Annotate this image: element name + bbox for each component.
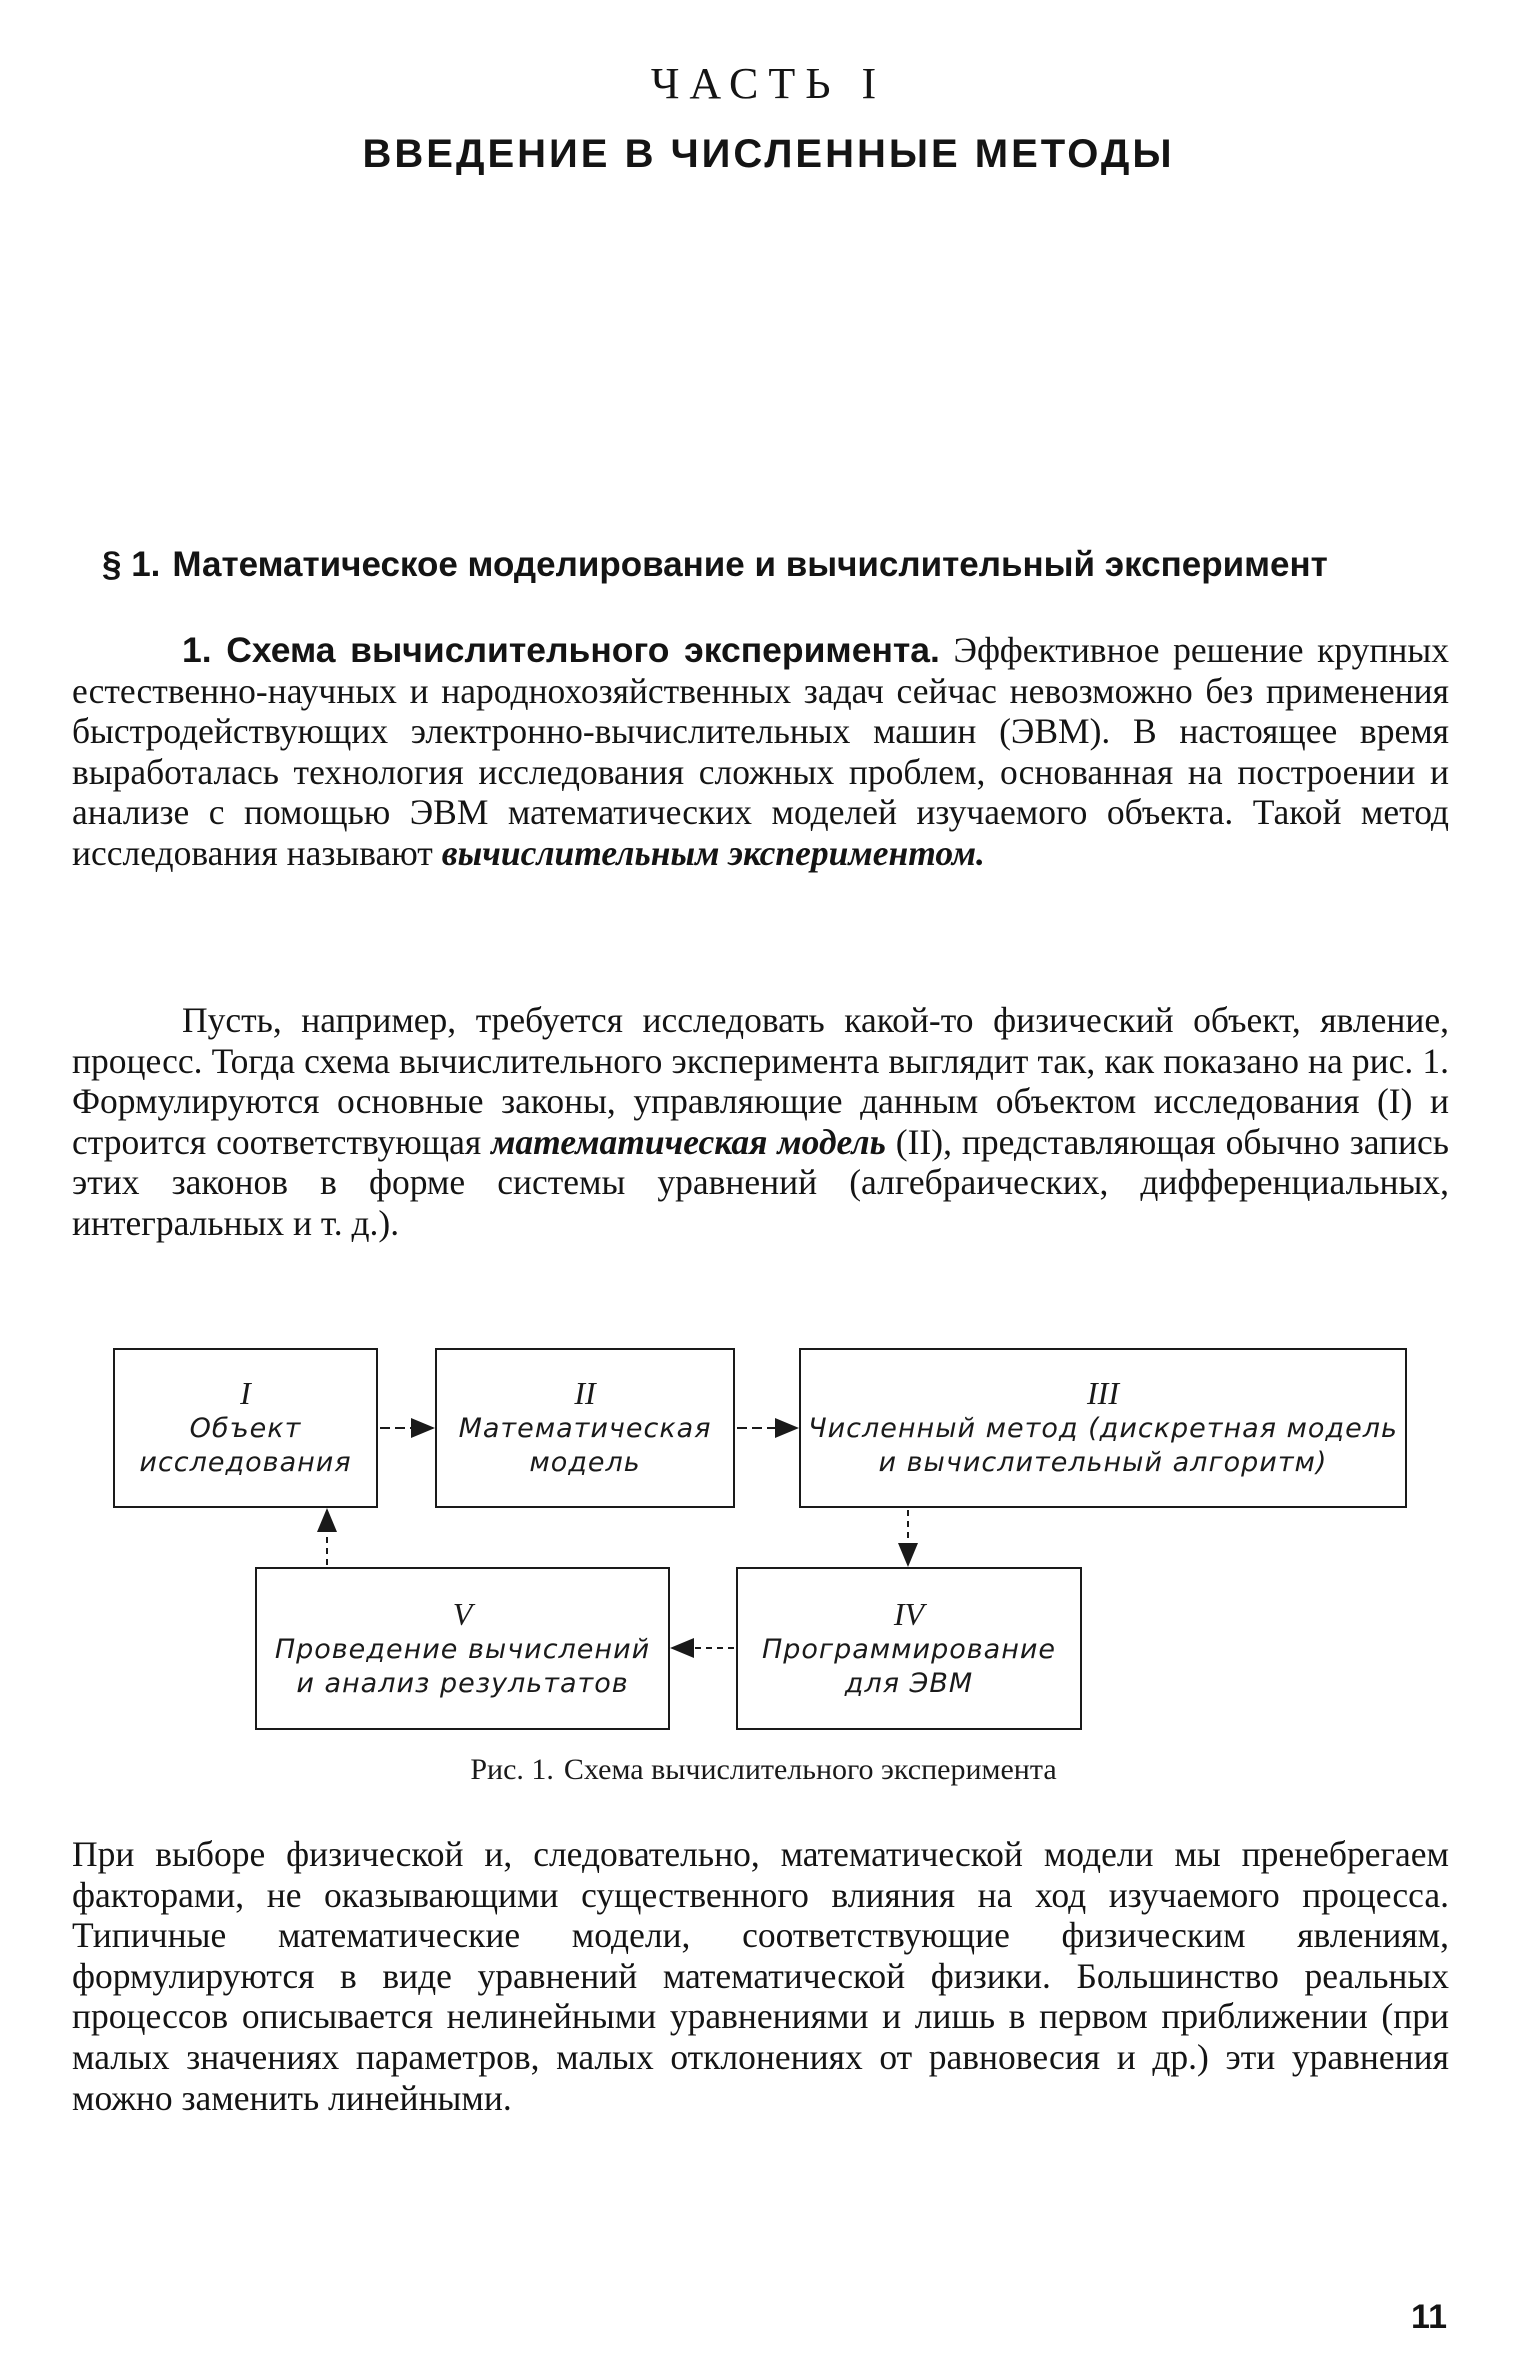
paragraph-2-text-a: Пусть, например, требуется исследовать какой-то физический объект, явление, процесс. Тогда схема вычислительного эксперимента выглядит так, как показано на рис. 1. Формулируются основные законы, управляющие данным объектом исследования (I) и строится соответствующая	[72, 1000, 1449, 1162]
paragraph-2	[72, 1000, 1449, 1244]
paragraph-3	[72, 1834, 1449, 2118]
box-II-line-2: модель	[529, 1447, 641, 1478]
box-IV-line-2: для ЭВМ	[844, 1667, 974, 1699]
figure-caption	[0, 1753, 1537, 1787]
box-I-line-2: исследования	[139, 1447, 352, 1478]
diagram-box-I	[113, 1348, 378, 1508]
section-title: Математическое моделирование и вычислительный эксперимент	[172, 545, 1328, 584]
diagram-box-II	[435, 1348, 735, 1508]
box-II-numeral: II	[574, 1375, 596, 1411]
box-III-line-2: и вычислительный алгоритм)	[878, 1447, 1328, 1478]
box-I-line-1: Объект	[189, 1413, 302, 1444]
paragraph-1-text: Эффективное решение крупных естественно-научных и народнохозяйственных задач сейчас невозможно без применения быстродействующих электронно-вычислительных машин (ЭВМ). В настоящее время выработалась технология исследования сложных проблем, основанная на построении и анализе с помощью ЭВМ математических моделей изучаемого объекта. Такой метод исследования называют	[72, 630, 1449, 873]
figure-caption-text: Схема вычислительного эксперимента	[563, 1753, 1057, 1786]
box-V-numeral: V	[452, 1595, 473, 1632]
box-I-numeral: I	[240, 1375, 251, 1411]
paragraph-3-text: При выборе физической и, следовательно, математической модели мы пренебрегаем факторами, не оказывающими существенного влияния на ход изучаемого процесса. Типичные математические модели, соответствующие физическим явлениям, формулируются в виде уравнений математической физики. Большинство реальных процессов описывается нелинейными уравнениями и лишь в первом приближении (при малых значениях параметров, малых отклонениях от равновесия и др.) эти уравнения можно заменить линейными.	[72, 1834, 1449, 2118]
section-number: § 1.	[102, 545, 161, 584]
box-III-line-1: Численный метод (дискретная модель	[808, 1413, 1398, 1444]
figure-caption-label: Рис. 1.	[470, 1753, 554, 1786]
diagram-box-IV	[736, 1567, 1082, 1730]
paragraph-1	[72, 630, 1449, 874]
box-II-line-1: Математическая	[458, 1413, 712, 1444]
box-V-line-1: Проведение вычислений	[274, 1633, 651, 1665]
term-mathematical-model: математическая модель	[491, 1121, 886, 1162]
box-V-line-2: и анализ результатов	[296, 1667, 629, 1699]
part-title: ЧАСТЬ I	[650, 59, 887, 108]
box-IV-numeral: IV	[893, 1595, 925, 1632]
page-number: 11	[1411, 2298, 1447, 2336]
box-IV-line-1: Программирование	[761, 1633, 1057, 1665]
subsection-lead: 1. Схема вычислительного эксперимента.	[182, 630, 940, 670]
diagram-box-V	[255, 1567, 670, 1730]
section-heading	[102, 545, 1442, 585]
term-computational-experiment: вычислительным экспериментом.	[441, 832, 985, 873]
box-III-numeral: III	[1087, 1375, 1119, 1411]
part-subtitle: ВВЕДЕНИЕ В ЧИСЛЕННЫЕ МЕТОДЫ	[362, 132, 1175, 176]
diagram-box-III	[799, 1348, 1407, 1508]
paragraph-2-text-b: (II), представляющая обычно запись этих законов в форме системы уравнений (алгебраических, дифференциальных, интегральных и т. д.).	[72, 1121, 1449, 1243]
